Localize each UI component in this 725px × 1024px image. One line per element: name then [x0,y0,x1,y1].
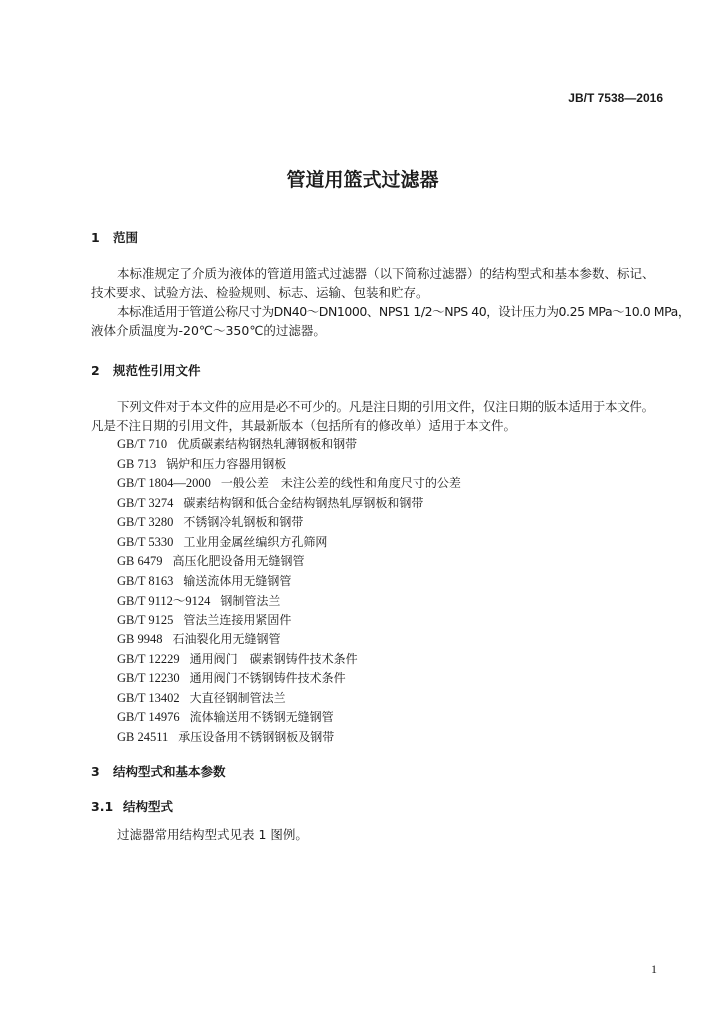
reference-code: GB/T 1804—2000 [117,476,211,490]
reference-title: 管法兰连接用紧固件 [183,612,292,627]
reference-title: 输送流体用无缝钢管 [183,573,292,588]
reference-title: 一般公差 未注公差的线性和角度尺寸的公差 [220,476,461,490]
reference-item [117,474,461,491]
document-title: 管道用篮式过滤器 [286,169,439,191]
reference-item [117,552,305,569]
section-number: 1 [91,230,100,245]
reference-code: GB 6479 [117,554,163,568]
reference-code: GB 9948 [117,632,163,646]
reference-code: GB/T 5330 [117,534,174,549]
section-number: 2 [91,363,100,378]
reference-item [117,435,357,452]
reference-code: GB/T 710 [117,437,168,451]
reference-item [117,708,334,725]
reference-title: 石油裂化用无缝钢管 [172,632,281,646]
reference-item [117,455,286,472]
reference-title: 碳素结构钢和低合金结构钢热轧厚钢板和钢带 [183,495,424,510]
section-1-heading [91,228,138,246]
reference-item [117,591,280,609]
reference-title: 通用阀门不锈钢铸件技术条件 [189,671,346,685]
reference-item [117,572,291,589]
scope-line-1: 本标准规定了介质为液体的管道用篮式过滤器（以下简称过滤器）的结构型式和基本参数、标记、 [117,266,655,281]
refs-intro-line-2: 凡是不注日期的引用文件，其最新版本（包括所有的修改单）适用于本文件。 [91,418,517,433]
subsection-title: 结构型式 [123,799,174,814]
reference-code: GB 24511 [117,729,169,744]
scope-line-2: 技术要求、试验方法、检验规则、标志、运输、包装和贮存。 [91,285,429,300]
reference-item [117,611,291,628]
reference-title: 钢制管法兰 [220,594,281,608]
reference-code: GB/T 12229 [117,651,180,666]
section-title: 规范性引用文件 [113,363,201,378]
refs-intro-line-1: 下列文件对于本文件的应用是必不可少的。凡是注日期的引用文件，仅注日期的版本适用于本文件。 [117,399,654,414]
reference-code: GB/T 9125 [117,612,174,627]
section-number: 3 [91,764,100,779]
reference-item [117,669,346,686]
reference-title: 通用阀门 碳素钢铸件技术条件 [189,651,358,666]
standard-number: JB/T 7538—2016 [568,91,663,105]
scope-line-4: 液体介质温度为-20℃～350℃的过滤器。 [91,323,326,338]
reference-item [117,650,358,667]
structure-text: 过滤器常用结构型式见表 1 图例。 [117,827,308,842]
section-title: 范围 [113,230,139,245]
reference-title: 高压化肥设备用无缝钢管 [172,554,305,568]
reference-code: GB/T 12230 [117,671,180,685]
scope-line-3: 本标准适用于管道公称尺寸为DN40～DN1000、NPS1 1/2～NPS 40，设计压力为0.25 MPa～10.0 MPa， [117,304,690,319]
reference-item [117,689,286,706]
reference-code: GB/T 8163 [117,573,174,588]
section-title: 结构型式和基本参数 [113,764,226,779]
section-3-heading [91,762,226,780]
reference-title: 工业用金属丝编织方孔筛网 [183,534,328,549]
reference-code: GB 713 [117,456,157,471]
section-2-heading [91,361,201,379]
reference-code: GB/T 14976 [117,710,180,724]
reference-item [117,533,327,550]
reference-code: GB/T 9112～9124 [117,594,211,608]
subsection-3-1-heading [91,797,173,815]
reference-code: GB/T 3280 [117,515,174,529]
reference-item [117,630,281,647]
reference-item [117,728,334,745]
reference-code: GB/T 3274 [117,495,174,510]
reference-code: GB/T 13402 [117,690,180,705]
page-number: 1 [651,962,657,976]
reference-title: 锅炉和压力容器用钢板 [166,456,287,471]
subsection-number: 3.1 [91,799,114,814]
reference-item [117,513,303,530]
reference-item [117,494,423,511]
reference-title: 大直径钢制管法兰 [189,690,286,705]
reference-title: 不锈钢冷轧钢板和钢带 [183,515,304,529]
reference-title: 流体输送用不锈钢无缝钢管 [189,710,334,724]
reference-title: 承压设备用不锈钢钢板及钢带 [178,729,335,744]
reference-title: 优质碳素结构钢热轧薄钢板和钢带 [177,437,358,451]
